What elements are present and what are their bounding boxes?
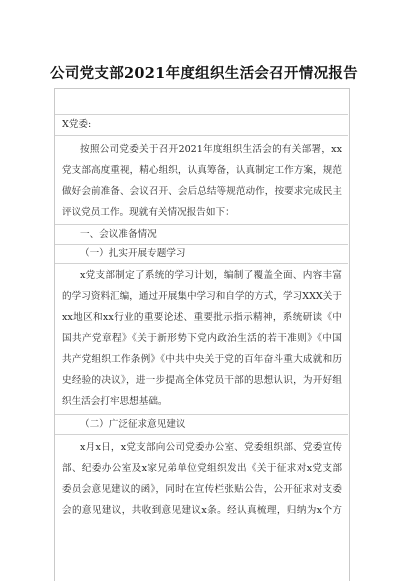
divider [55,434,348,435]
divider [55,263,348,264]
divider [55,244,348,245]
paragraph-line: 委员会意见建议的函》，同时在宣传栏张贴公告，公开征求对支委 [62,484,342,495]
salutation: X党委: [62,119,92,130]
paragraph-line: 的学习资料汇编，通过开展集中学习和自学的方式，学习XXX关于 [62,291,342,302]
subsection-heading: （二）广泛征求意见建议 [80,419,186,430]
paragraph-line: 按照公司党委关于召开2021年度组织生活会的有关部署，xx [80,144,342,155]
paragraph-line: 做好会前准备、会议召开、会后总结等规范动作，按要求完成民主 [62,186,342,197]
divider [55,135,348,136]
subsection-heading: （一）扎实开展专题学习 [80,248,186,259]
paragraph-line: 共产党组织工作条例》《中共中央关于党的百年奋斗重大成就和历 [62,354,342,365]
divider [55,414,348,415]
divider [55,224,348,225]
paragraph-line: x月x日，x党支部向公司党委办公室、党委组织部、党委宣传 [80,442,342,453]
document-title: 公司党支部2021年度组织生活会召开情况报告 [50,65,358,82]
paragraph-line: 史经验的决议》，进一步提高全体党员干部的思想认识，为开好组 [62,375,342,386]
paragraph-line: x党支部制定了系统的学习计划，编制了覆盖全面、内容丰富 [80,270,342,281]
paragraph-line: 国共产党章程》《关于新形势下党内政治生活的若干准则》《中国 [62,333,342,344]
section-heading: 一、会议准备情况 [80,229,157,240]
paragraph-line: xx地区和xx行业的重要论述、重要批示指示精神，系统研读《中 [62,312,342,323]
divider [55,114,348,115]
paragraph-line: 评议党员工作。现就有关情况报告如下： [62,207,235,218]
paragraph-line: 织生活会打牢思想基础。 [62,396,168,407]
paragraph-line: 部、纪委办公室及x家兄弟单位党组织发出《关于征求对x党支部 [62,463,342,474]
paragraph-line: 会的意见建议，共收到意见建议x条。经认真梳理，归纳为x个方 [62,505,342,516]
paragraph-line: 党支部高度重视，精心组织，认真筹备，认真制定工作方案，规范 [62,165,342,176]
